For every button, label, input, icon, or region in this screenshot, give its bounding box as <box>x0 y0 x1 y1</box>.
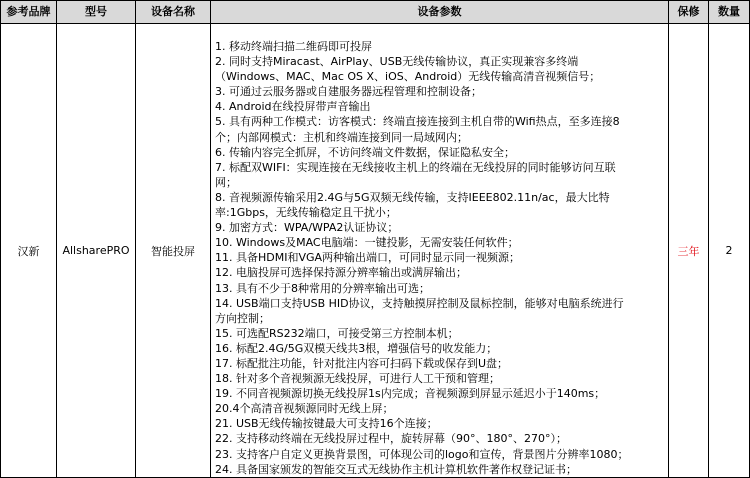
param-line: 19. 不同音视频源切换无线投屏1s内完成；音视频源到屏显示延迟小于140ms； <box>215 387 606 401</box>
header-warranty: 保修 <box>669 1 709 24</box>
cell-params <box>211 24 669 478</box>
param-line: 15. 可选配RS232端口，可接受第三方控制本机； <box>215 326 459 340</box>
param-line: 13. 具有不少于8种常用的分辨率输出可选； <box>215 281 430 295</box>
header-brand: 参考品牌 <box>1 1 57 24</box>
param-line: 14. USB端口支持USB HID协议，支持触摸屏控制及鼠标控制，能够对电脑系统进行 <box>215 296 624 310</box>
param-line: 11. 具备HDMI和VGA两种输出端口，可同时显示同一视频源； <box>215 251 521 265</box>
cell-model: AllsharePRO <box>57 24 136 478</box>
param-line: 3. 可通过云服务器或自建服务器远程管理和控制设备； <box>215 85 482 99</box>
param-line: 18. 针对多个音视频源无线投屏，可进行人工干预和管理； <box>215 372 500 386</box>
header-device-name: 设备名称 <box>136 1 211 24</box>
cell-quantity: 2 <box>709 24 750 478</box>
header-quantity: 数量 <box>709 1 750 24</box>
table-header-row <box>1 1 750 24</box>
cell-device-name: 智能投屏 <box>136 24 211 478</box>
param-line: 方向控制； <box>215 311 270 325</box>
param-line: 5. 具有两种工作模式：访客模式：终端直接连接到主机自带的Wifi热点，至多连接8 <box>215 115 620 129</box>
param-line: 10. Windows及MAC电脑端：一键投影，无需安装任何软件； <box>215 236 519 250</box>
param-line: 2. 同时支持Miracast、AirPlay、USB无线传输协议，真正实现兼容多终端 <box>215 55 579 69</box>
param-line: 23. 支持客户自定义更换背景图，可体现公司的logo和宣传，背景图片分辨率1080； <box>215 447 629 461</box>
param-line: 6. 传输内容完全抓屏，不访问终端文件数据，保证隐私安全； <box>215 145 515 159</box>
param-line: 24. 具备国家颁发的智能交互式无线协作主机计算机软件著作权登记证书； <box>215 462 577 476</box>
param-line: 4. Android在线投屏带声音输出 <box>215 100 371 114</box>
header-model: 型号 <box>57 1 136 24</box>
param-line: 17. 标配批注功能，针对批注内容可扫码下载或保存到U盘； <box>215 356 509 370</box>
param-line: 16. 标配2.4G/5G双模天线共3根，增强信号的收发能力； <box>215 341 498 355</box>
param-line: 网； <box>215 175 237 189</box>
param-line: 1. 移动终端扫描二维码即可投屏 <box>215 40 372 53</box>
cell-warranty: 三年 <box>669 24 709 478</box>
param-line: 9. 加密方式：WPA/WPA2认证协议； <box>215 221 399 235</box>
cell-brand: 汉新 <box>1 24 57 478</box>
header-params: 设备参数 <box>211 1 669 24</box>
param-line: 21. USB无线传输按键最大可支持16个连接； <box>215 417 438 431</box>
param-line: 率:1Gbps，无线传输稳定且干扰小； <box>215 206 397 220</box>
table-row <box>1 24 750 478</box>
param-line: 22. 支持移动终端在无线投屏过程中，旋转屏幕（90°、180°、270°）； <box>215 432 567 446</box>
param-line: 个；内部网模式：主机和终端连接到同一局域网内； <box>215 130 468 144</box>
param-line: 12. 电脑投屏可选择保持源分辨率输出或满屏输出； <box>215 266 467 280</box>
param-line: （Windows、MAC、Mac OS X、iOS、Android）无线传输高清音视频信号； <box>215 70 601 84</box>
param-line: 20.4个高清音视频源同时无线上屏； <box>215 402 394 416</box>
param-line: 8. 音视频源传输采用2.4G与5G双频无线传输，支持IEEE802.11n/ac，最大比特 <box>215 190 610 204</box>
param-line: 7. 标配双WIFI：实现连接在无线接收主机上的终端在无线投屏的同时能够访问互联 <box>215 160 616 174</box>
